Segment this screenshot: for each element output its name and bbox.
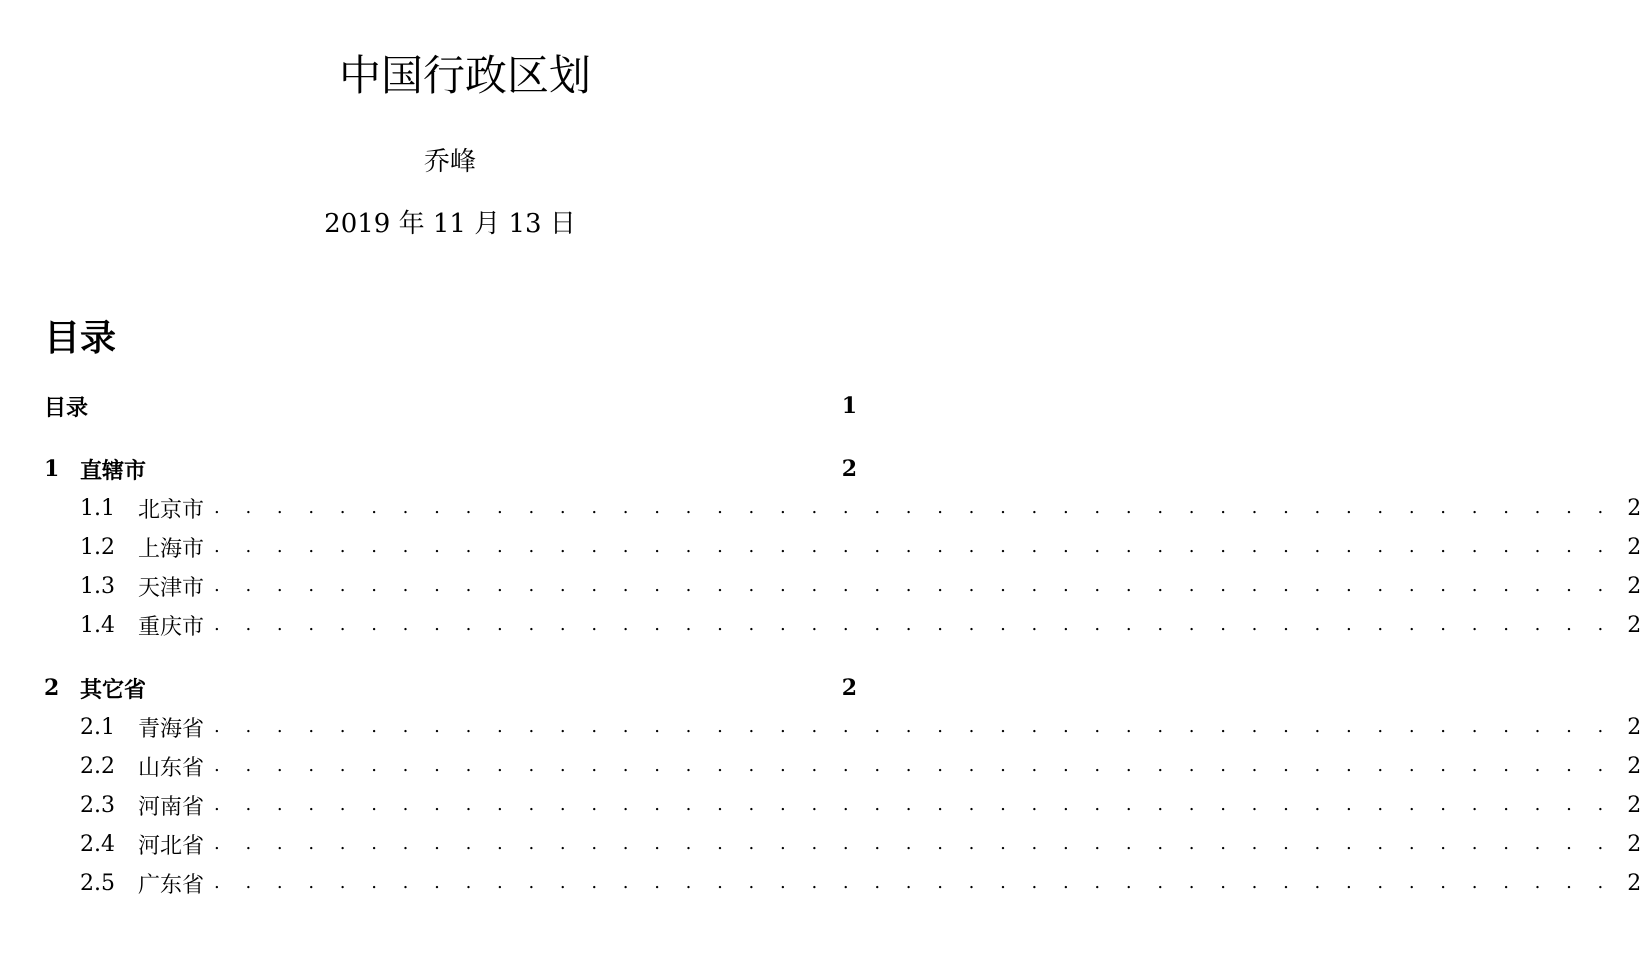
subsection-number: 1.1 — [80, 495, 115, 521]
toc-subsection-2-1[interactable] — [44, 712, 1641, 742]
leader-dots: . . . . . . . . . . . . . . . . . . . . . . . . . . . . . . . . . . . . . . . . . . . . . — [214, 716, 1614, 737]
leader-dots: . . . . . . . . . . . . . . . . . . . . . . . . . . . . . . . . . . . . . . . . . . . . . — [214, 872, 1614, 893]
toc-subsection-2-3[interactable] — [44, 790, 1641, 820]
subsection-number: 1.2 — [80, 534, 115, 560]
toc-entry-page: 1 — [841, 393, 857, 419]
subsection-number: 2.2 — [80, 753, 115, 779]
subsection-label: 山东省 — [138, 755, 205, 781]
toc-subsection-1-3[interactable] — [44, 571, 1641, 601]
subsection-label: 天津市 — [138, 575, 205, 601]
subsection-page: 2 — [1627, 870, 1641, 896]
toc-subsection-2-5[interactable] — [44, 868, 1641, 898]
toc-heading: 目录 — [44, 318, 117, 359]
leader-dots: . . . . . . . . . . . . . . . . . . . . . . . . . . . . . . . . . . . . . . . . . . . . . — [214, 575, 1614, 596]
subsection-label: 广东省 — [138, 872, 205, 898]
subsection-number: 1.4 — [80, 612, 115, 638]
section-label: 其它省 — [80, 677, 147, 703]
subsection-page: 2 — [1627, 612, 1641, 638]
subsection-label: 重庆市 — [138, 614, 205, 640]
subsection-number: 2.3 — [80, 792, 115, 818]
subsection-page: 2 — [1627, 831, 1641, 857]
toc-section-1[interactable] — [44, 454, 857, 484]
subsection-number: 2.4 — [80, 831, 115, 857]
leader-dots: . . . . . . . . . . . . . . . . . . . . . . . . . . . . . . . . . . . . . . . . . . . . . — [214, 833, 1614, 854]
subsection-number: 1.3 — [80, 573, 115, 599]
subsection-page: 2 — [1627, 534, 1641, 560]
section-number: 2 — [44, 675, 60, 701]
toc-subsection-1-4[interactable] — [44, 610, 1641, 640]
section-number: 1 — [44, 456, 60, 482]
section-page: 2 — [841, 675, 857, 701]
toc-subsection-1-1[interactable] — [44, 493, 1641, 523]
leader-dots: . . . . . . . . . . . . . . . . . . . . . . . . . . . . . . . . . . . . . . . . . . . . . — [214, 794, 1614, 815]
section-label: 直辖市 — [80, 458, 147, 484]
subsection-page: 2 — [1627, 714, 1641, 740]
toc-subsection-1-2[interactable] — [44, 532, 1641, 562]
leader-dots: . . . . . . . . . . . . . . . . . . . . . . . . . . . . . . . . . . . . . . . . . . . . . — [214, 755, 1614, 776]
toc-entry-label: 目录 — [44, 395, 89, 421]
section-page: 2 — [841, 456, 857, 482]
subsection-label: 河南省 — [138, 794, 205, 820]
subsection-number: 2.5 — [80, 870, 115, 896]
leader-dots: . . . . . . . . . . . . . . . . . . . . . . . . . . . . . . . . . . . . . . . . . . . . . — [214, 536, 1614, 557]
leader-dots: . . . . . . . . . . . . . . . . . . . . . . . . . . . . . . . . . . . . . . . . . . . . . — [214, 614, 1614, 635]
subsection-label: 北京市 — [138, 497, 205, 523]
toc-subsection-2-4[interactable] — [44, 829, 1641, 859]
document-title: 中国行政区划 — [338, 51, 591, 100]
subsection-label: 青海省 — [138, 716, 205, 742]
toc-entry-contents[interactable] — [44, 391, 857, 421]
document-date: 2019 年 11 月 13 日 — [324, 209, 576, 239]
leader-dots: . . . . . . . . . . . . . . . . . . . . . . . . . . . . . . . . . . . . . . . . . . . . . — [214, 497, 1614, 518]
subsection-page: 2 — [1627, 792, 1641, 818]
toc-subsection-2-2[interactable] — [44, 751, 1641, 781]
subsection-label: 河北省 — [138, 833, 205, 859]
document-author: 乔峰 — [423, 147, 476, 177]
subsection-page: 2 — [1627, 573, 1641, 599]
subsection-page: 2 — [1627, 753, 1641, 779]
toc-section-2[interactable] — [44, 673, 857, 703]
subsection-label: 上海市 — [138, 536, 205, 562]
subsection-number: 2.1 — [80, 714, 115, 740]
subsection-page: 2 — [1627, 495, 1641, 521]
